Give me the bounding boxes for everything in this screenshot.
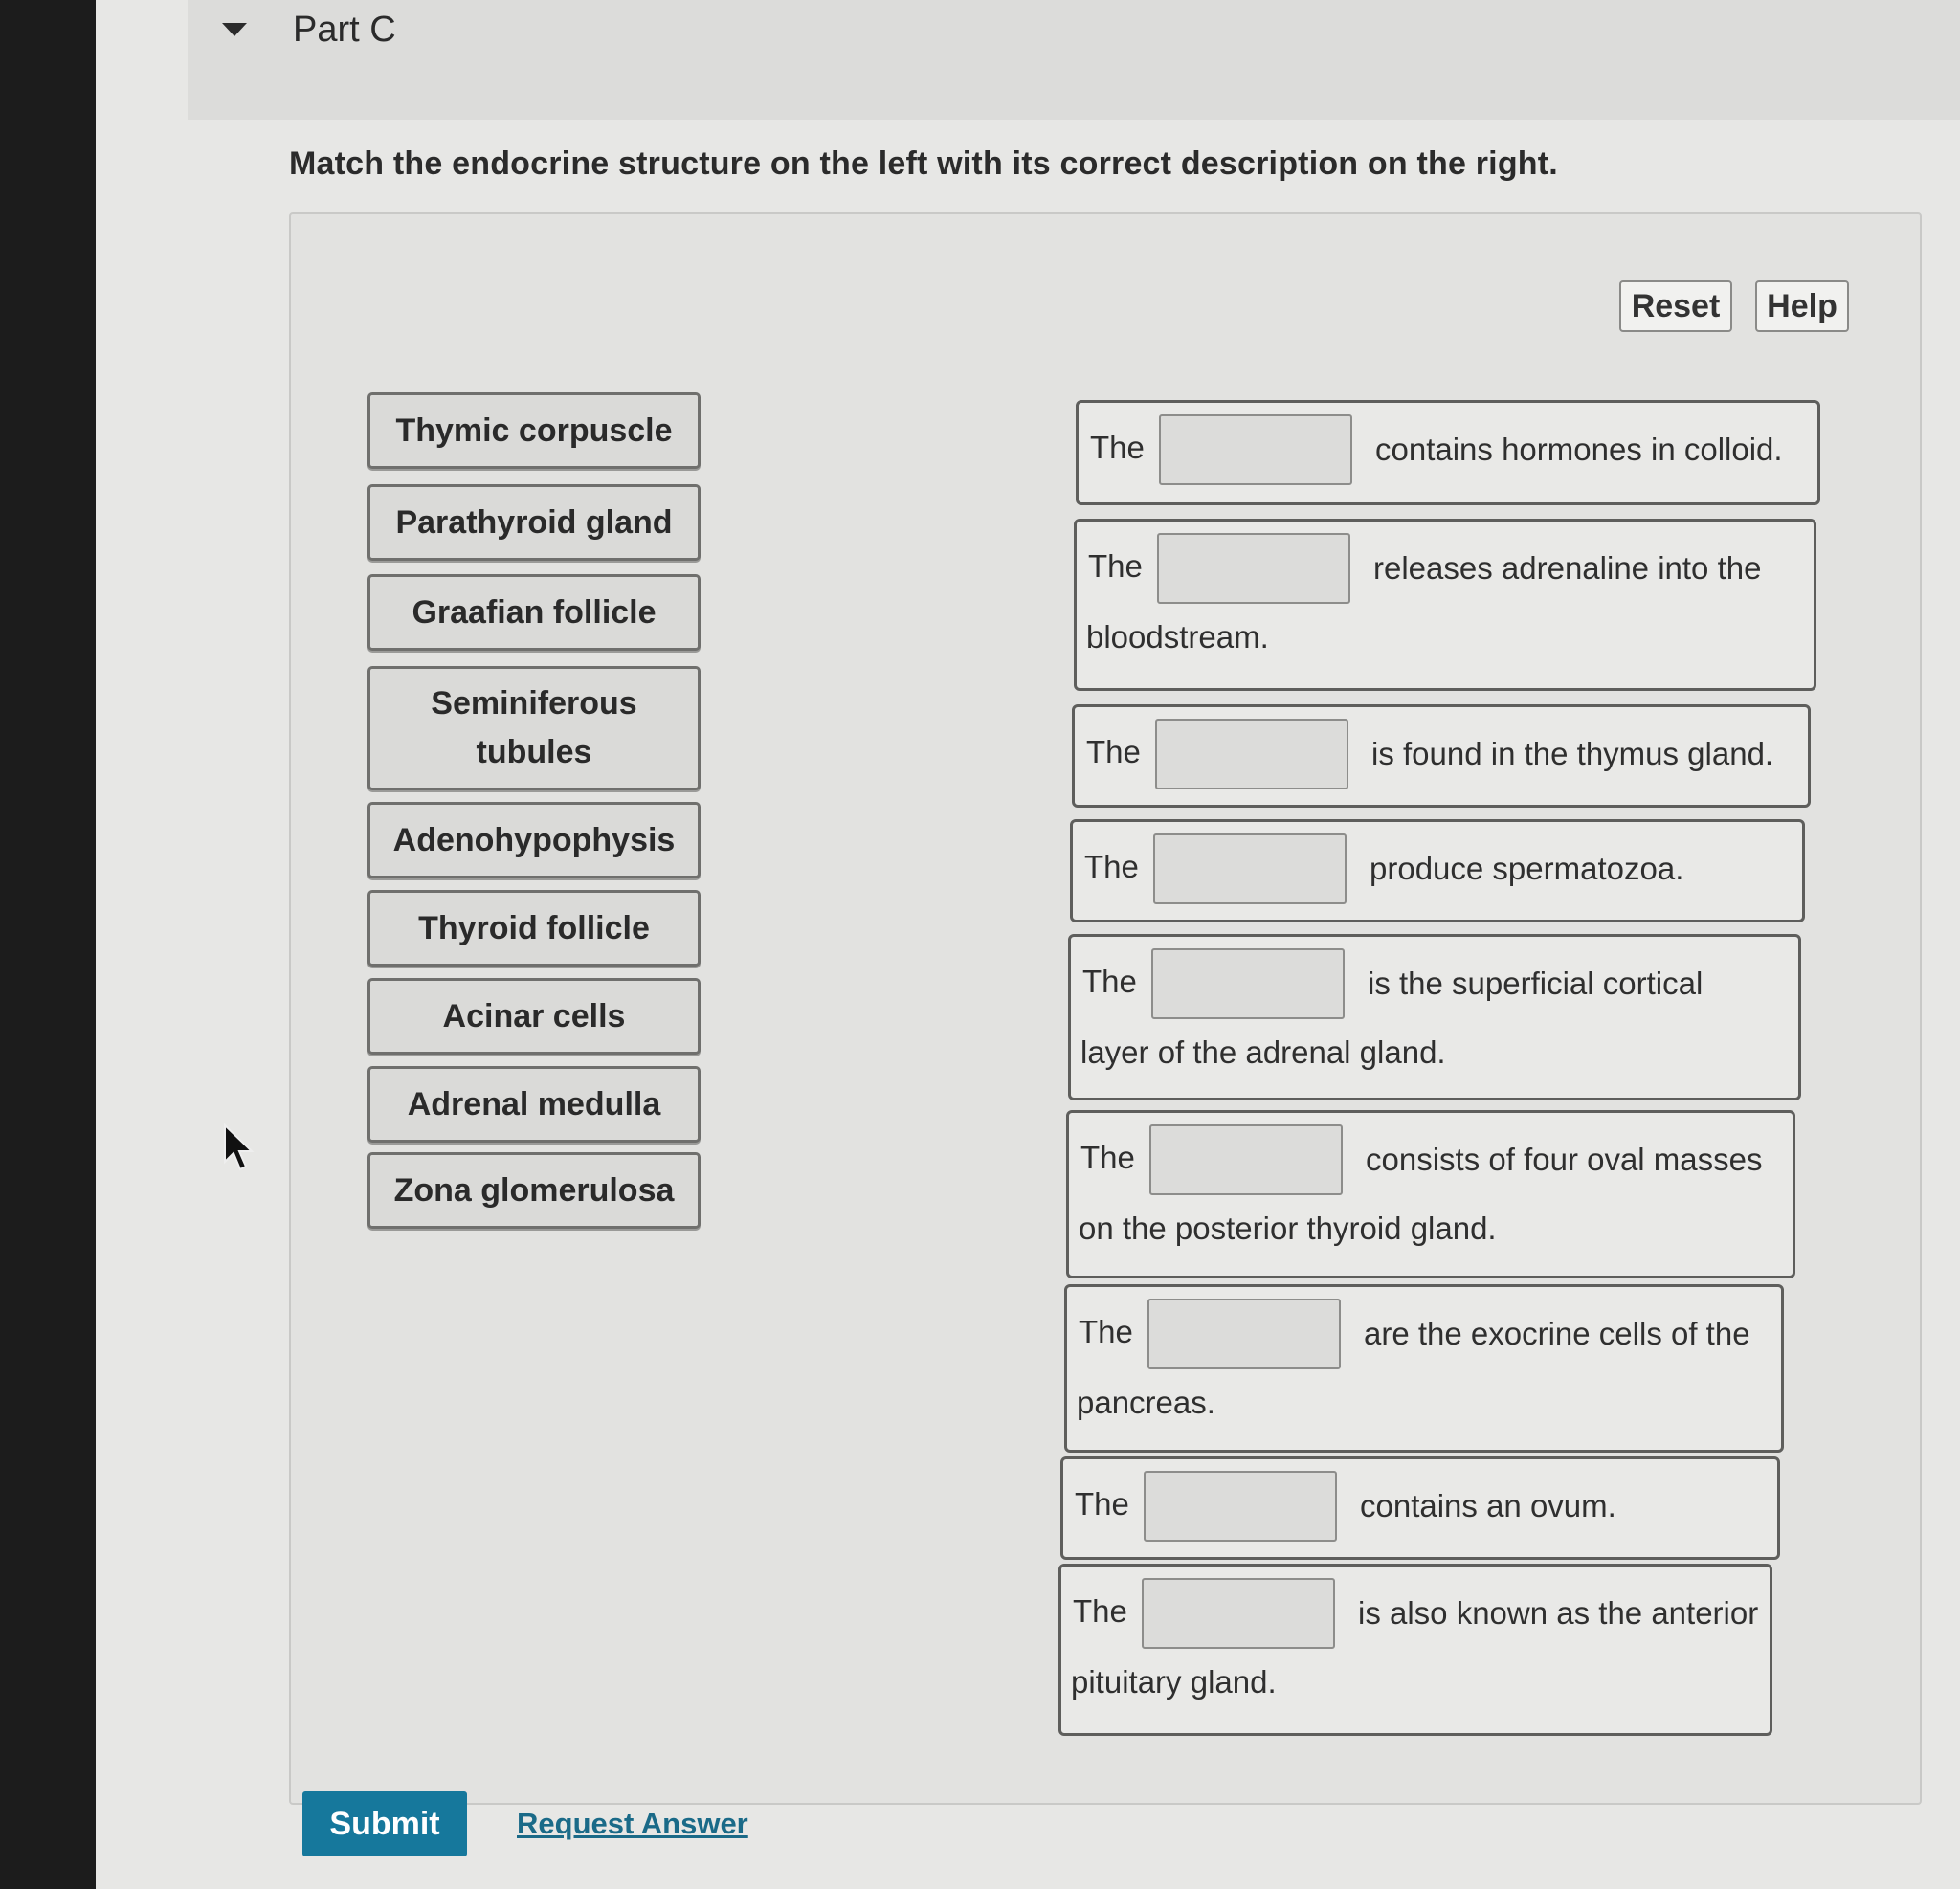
drop-target[interactable] — [1157, 533, 1350, 604]
collapse-caret-icon[interactable] — [222, 23, 247, 36]
row-description: releases adrenaline into the — [1373, 550, 1762, 586]
row-lead: The — [1082, 964, 1137, 999]
row-description-continued: pituitary gland. — [1071, 1664, 1277, 1700]
row-description: is also known as the anterior — [1358, 1595, 1759, 1631]
request-answer-link[interactable]: Request Answer — [517, 1807, 748, 1840]
drop-target[interactable] — [1159, 414, 1352, 485]
drag-tile[interactable]: Adenohypophysis — [368, 802, 701, 878]
row-lead: The — [1075, 1486, 1129, 1522]
drag-tile[interactable]: Thymic corpuscle — [368, 392, 701, 469]
part-header[interactable] — [188, 0, 1960, 120]
row-description-continued: on the posterior thyroid gland. — [1079, 1211, 1497, 1246]
row-lead: The — [1080, 1140, 1135, 1175]
help-button[interactable]: Help — [1755, 280, 1849, 332]
part-title: Part C — [293, 10, 396, 50]
description-row — [1072, 704, 1811, 808]
row-lead: The — [1086, 734, 1141, 769]
row-description-continued: layer of the adrenal gland. — [1080, 1034, 1446, 1070]
drop-target[interactable] — [1144, 1471, 1337, 1542]
question-instruction: Match the endocrine structure on the left with its correct description on the right. — [289, 145, 1558, 182]
row-description: is found in the thymus gland. — [1371, 736, 1774, 771]
description-row — [1076, 400, 1820, 505]
row-description-continued: bloodstream. — [1086, 619, 1269, 655]
row-lead: The — [1088, 548, 1143, 584]
monitor-bezel — [0, 0, 96, 1889]
drop-target[interactable] — [1147, 1299, 1341, 1369]
row-description: consists of four oval masses — [1366, 1142, 1763, 1177]
row-description: produce spermatozoa. — [1370, 851, 1684, 886]
description-row — [1070, 819, 1805, 922]
description-row — [1068, 934, 1801, 1100]
row-lead: The — [1073, 1593, 1127, 1629]
drop-target[interactable] — [1149, 1124, 1343, 1195]
row-description: contains hormones in colloid. — [1375, 432, 1783, 467]
row-description: is the superficial cortical — [1368, 966, 1704, 1001]
drop-target[interactable] — [1151, 948, 1345, 1019]
mouse-pointer-icon — [222, 1123, 256, 1177]
drag-tile[interactable]: Zona glomerulosa — [368, 1152, 701, 1229]
row-lead: The — [1090, 430, 1145, 465]
row-description: are the exocrine cells of the — [1364, 1316, 1750, 1351]
drag-tile[interactable]: Acinar cells — [368, 978, 701, 1055]
description-row — [1060, 1456, 1780, 1560]
drag-tile[interactable]: Adrenal medulla — [368, 1066, 701, 1143]
description-row — [1064, 1284, 1784, 1453]
submit-button[interactable]: Submit — [302, 1791, 467, 1856]
drop-target[interactable] — [1155, 719, 1348, 789]
drag-tile[interactable]: Seminiferous tubules — [368, 666, 701, 790]
reset-button[interactable]: Reset — [1619, 280, 1732, 332]
row-lead: The — [1079, 1314, 1133, 1349]
drag-tile[interactable]: Parathyroid gland — [368, 484, 701, 561]
drag-tile[interactable]: Thyroid follicle — [368, 890, 701, 967]
drop-target[interactable] — [1153, 833, 1347, 904]
row-description: contains an ovum. — [1360, 1488, 1616, 1523]
row-lead: The — [1084, 849, 1139, 884]
description-row — [1066, 1110, 1795, 1278]
drag-tile[interactable]: Graafian follicle — [368, 574, 701, 651]
description-row — [1058, 1564, 1772, 1736]
row-description-continued: pancreas. — [1077, 1385, 1215, 1420]
description-row — [1074, 519, 1816, 691]
drop-target[interactable] — [1142, 1578, 1335, 1649]
